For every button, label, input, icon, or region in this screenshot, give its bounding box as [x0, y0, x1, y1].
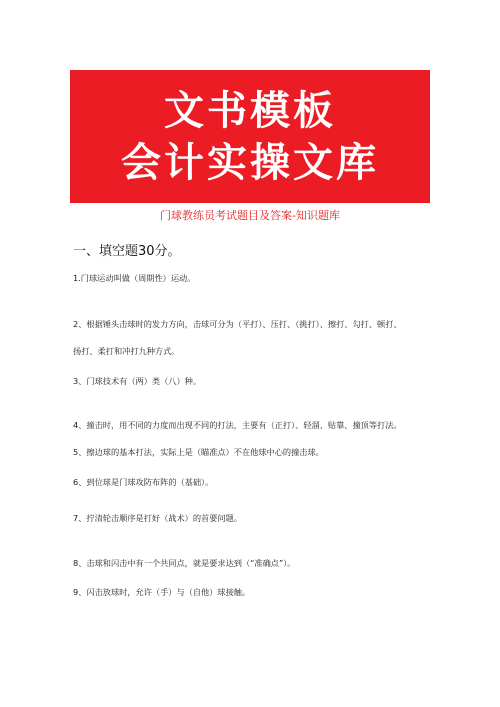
title-banner: [70, 70, 430, 203]
question-7: 7、拧清轮击顺序是打好（战术）的首要问题。: [73, 513, 242, 523]
question-8: 8、击球和闪击中有一个共同点，就是要求达到（“准确点”）。: [73, 558, 296, 568]
section-heading: 一、填空题30分。: [73, 244, 181, 259]
question-5: 5、擦边球的基本打法，实际上是（瞄准点）不在他球中心的撞击球。: [73, 447, 324, 457]
question-2: 2、根据锤头击球时的发力方向，击球可分为（平打）、压打、（挑打）、擦打、勾打、顿打、: [73, 319, 402, 329]
question-1: 1.门球运动叫做（周期性）运动。: [73, 273, 196, 283]
question-3: 3、门球技术有（两）类（八）种。: [73, 376, 202, 386]
banner-line-1: 文书模板: [164, 87, 336, 134]
document-title: 门球教练员考试题目及答案-知识题库: [160, 209, 340, 222]
question-4: 4、撞击时，用不同的力度而出现不同的打法，主要有（正打）、轻溜、贴靠、撞顶等打法。: [73, 420, 402, 430]
banner-line-2: 会计实操文库: [121, 139, 379, 186]
question-6: 6、到位球是门球攻防布阵的（基础）。: [73, 477, 214, 487]
question-2-continued: 扬打、柔打和冲打九种方式。: [73, 346, 180, 356]
question-9: 9、闪击放球时，允许（手）与（自他）球接触。: [73, 587, 251, 597]
